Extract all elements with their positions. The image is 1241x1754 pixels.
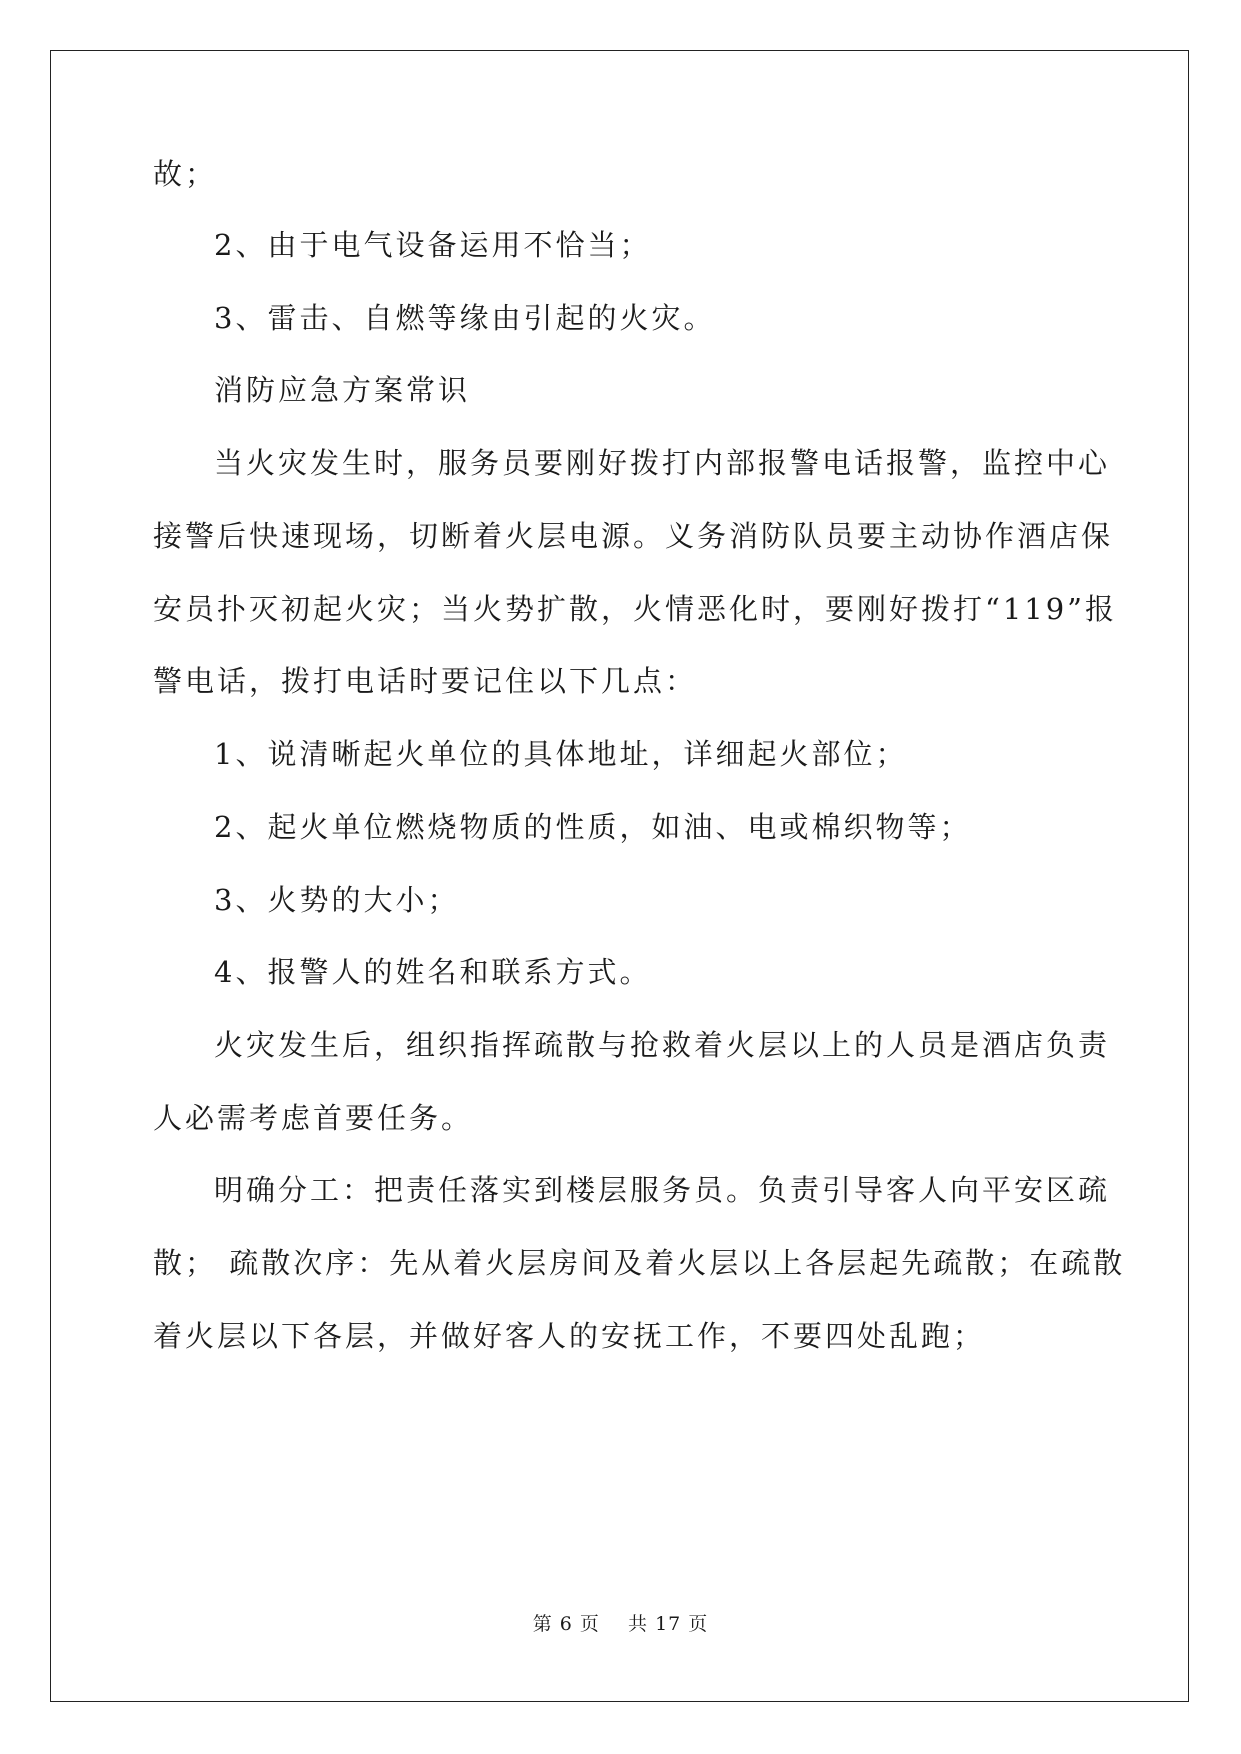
paragraph-line: 当火灾发生时，服务员要刚好拨打内部报警电话报警，监控中心 <box>214 446 1111 480</box>
paragraph-line: 散； 疏散次序：先从着火层房间及着火层以上各层起先疏散；在疏散 <box>153 1246 1126 1280</box>
paragraph-line: 警电话，拨打电话时要记住以下几点： <box>153 664 698 698</box>
page-number-footer: 第 6 页 共 17 页 <box>532 1613 709 1635</box>
paragraph-line: 明确分工：把责任落实到楼层服务员。负责引导客人向平安区疏 <box>214 1173 1111 1207</box>
paragraph-line: 着火层以下各层，并做好客人的安抚工作，不要四处乱跑； <box>153 1319 986 1353</box>
list-item: 3、雷击、自燃等缘由引起的火灾。 <box>214 301 716 335</box>
paragraph-line: 安员扑灭初起火灾；当火势扩散，火情恶化时，要刚好拨打“119”报 <box>153 592 1118 626</box>
list-item: 4、报警人的姓名和联系方式。 <box>214 955 652 989</box>
paragraph-line: 故； <box>153 157 218 191</box>
list-item: 2、由于电气设备运用不恰当； <box>214 228 652 262</box>
list-item: 3、火势的大小； <box>214 883 460 917</box>
paragraph-line: 火灾发生后，组织指挥疏散与抢救着火层以上的人员是酒店负责 <box>214 1028 1111 1062</box>
paragraph-line: 接警后快速现场，切断着火层电源。义务消防队员要主动协作酒店保 <box>153 519 1114 553</box>
list-item: 2、起火单位燃烧物质的性质，如油、电或棉织物等； <box>214 810 972 844</box>
paragraph-line: 人必需考虑首要任务。 <box>153 1101 474 1135</box>
list-item: 1、说清晰起火单位的具体地址，详细起火部位； <box>214 737 908 771</box>
section-heading: 消防应急方案常识 <box>214 373 471 407</box>
